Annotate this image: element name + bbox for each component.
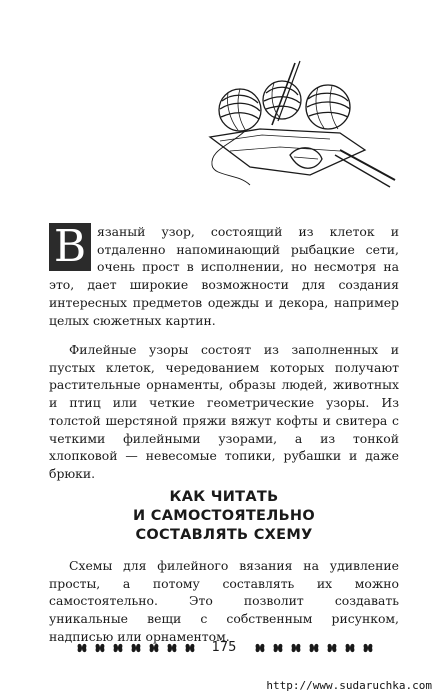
- page-footer: [49, 637, 399, 659]
- site-watermark: http://www.sudaruchka.com: [266, 679, 432, 692]
- section-heading-line-1: КАК ЧИТАТЬ: [169, 489, 279, 505]
- intro-paragraph-text: язаный узор, состоящий из клеток и отдаленно напоминающий рыбацкие сети, очень прост в исполнении, но несмотря на это, дает широкие возможности для создания интересных предметов одежды и декора, например целых сюжетных картин.: [49, 224, 399, 328]
- right-ornament-icon: [244, 640, 374, 656]
- dropcap-letter: В: [49, 223, 91, 271]
- page-number: 175: [211, 640, 237, 655]
- section-heading-line-2: И САМОСТОЯТЕЛЬНО: [133, 508, 315, 524]
- charts-paragraph: [49, 557, 399, 646]
- intro-paragraph: [49, 223, 399, 329]
- charts-paragraph-text: Схемы для филейного вязания на удивление просты, а потому составлять их можно самостоятельно. Это позволит создавать уникальные вещи с собственным рисунком, надписью или орнаментом.: [49, 558, 399, 644]
- filet-patterns-paragraph: [49, 341, 399, 483]
- filet-patterns-text: Филейные узоры состоят из заполненных и пустых клеток, чередованием которых получают растительные орнаменты, образы людей, животных и птиц или четкие геометрические узоры. Из толстой шерстяной пряжи вяжут кофты и свитера с четкими филейными узорами, а из тонкой хлопковой — невесомые топики, рубашки и даже брюки.: [49, 342, 399, 481]
- yarn-and-knitting-needles-illustration: [190, 55, 405, 200]
- left-ornament-icon: [74, 640, 204, 656]
- section-heading-line-3: СОСТАВЛЯТЬ СХЕМУ: [135, 527, 313, 543]
- section-heading: [49, 488, 399, 545]
